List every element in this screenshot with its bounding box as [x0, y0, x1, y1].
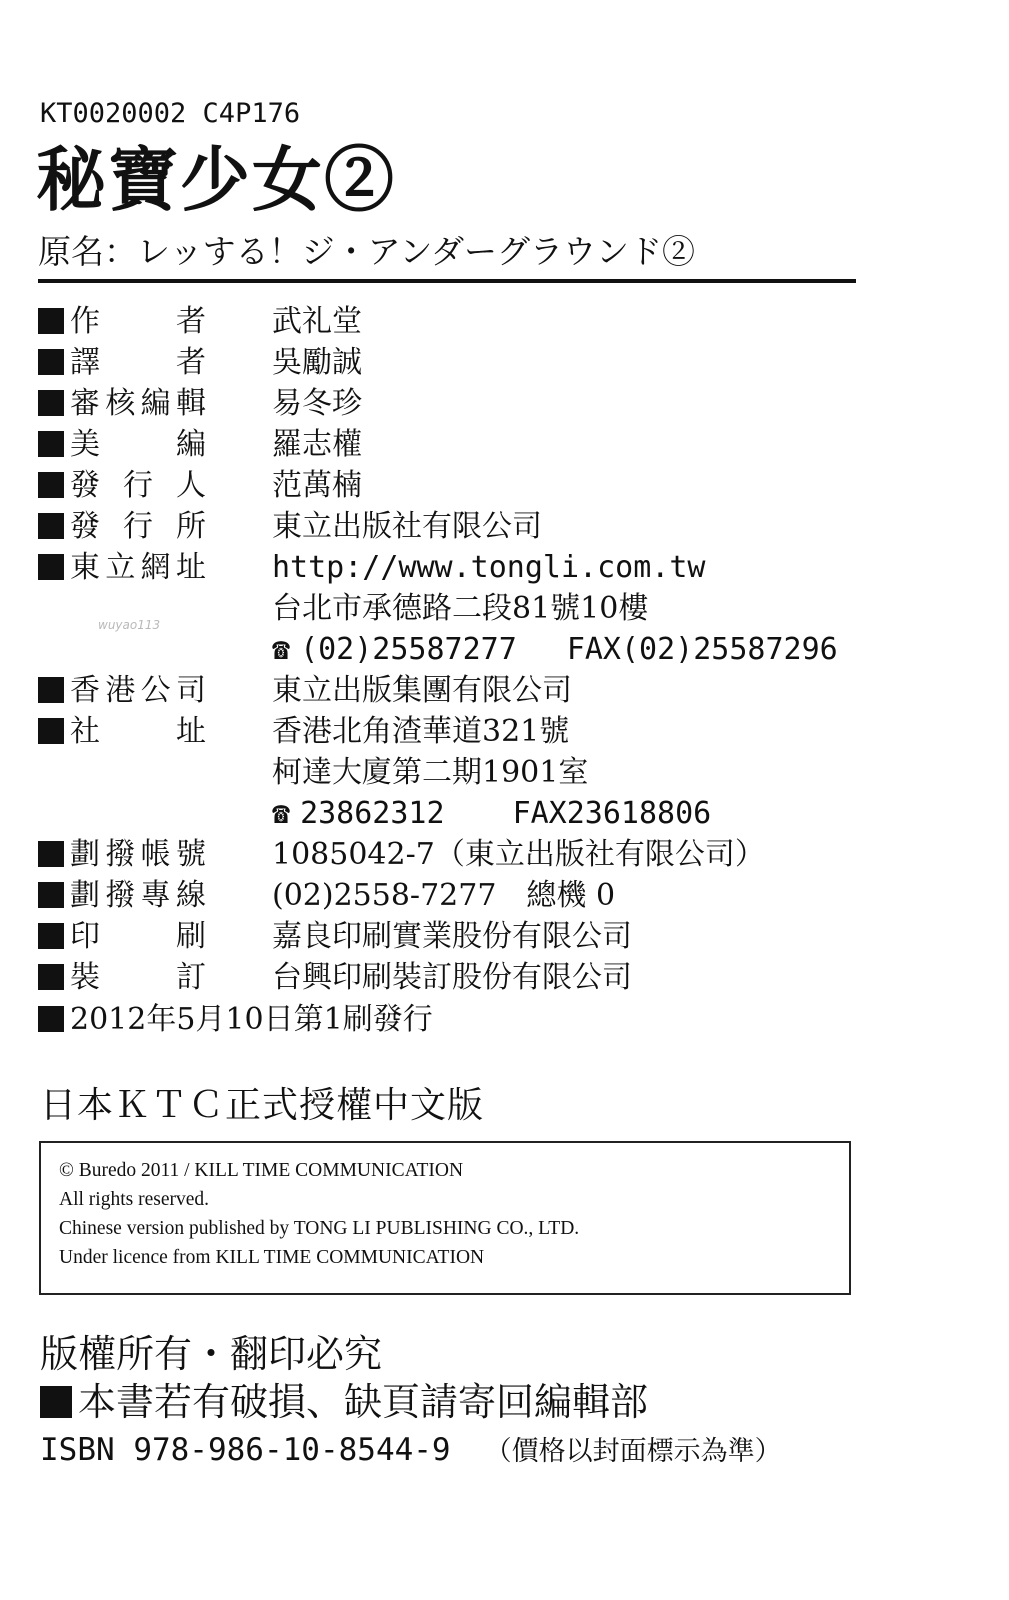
- credit-label: 美編: [70, 427, 206, 462]
- bullet-square-icon: [38, 431, 64, 457]
- original-title: 原名：レッする！ジ・アンダーグラウンド②: [38, 232, 696, 271]
- book-title: 秘寶少女②: [36, 138, 396, 221]
- title-rule: [38, 279, 856, 283]
- credit-label: 劃撥專線: [70, 878, 206, 913]
- copyright-line: Under licence from KILL TIME COMMUNICATION: [59, 1247, 485, 1268]
- bullet-square-icon: [40, 1386, 72, 1418]
- bullet-square-icon: [38, 882, 64, 908]
- credit-value: 易冬珍: [272, 386, 362, 421]
- credit-value: (02)2558-7277 總機 0: [272, 878, 616, 913]
- credit-label: 發行所: [70, 509, 206, 544]
- damage-notice: [40, 1378, 648, 1426]
- copyright-box: [39, 1141, 851, 1295]
- watermark: wuyao113: [98, 618, 161, 632]
- credit-value: 羅志權: [272, 427, 362, 462]
- credit-label: 發行人: [70, 468, 206, 503]
- rights-reserved: 版權所有・翻印必究: [40, 1332, 383, 1376]
- copyright-line: © Buredo 2011 / KILL TIME COMMUNICATION: [59, 1160, 464, 1181]
- credit-label: 香港公司: [70, 673, 206, 708]
- credit-value: 台興印刷裝訂股份有限公司: [272, 960, 632, 995]
- hk-phone: 23862312: [300, 796, 445, 831]
- credit-value: 嘉良印刷實業股份有限公司: [272, 919, 632, 954]
- bullet-square-icon: [38, 1006, 64, 1032]
- credit-label: 社址: [70, 714, 206, 749]
- credit-value: 吳勵誠: [272, 345, 362, 380]
- license-line: 日本ＫＴＣ正式授權中文版: [40, 1085, 485, 1126]
- credit-label: 譯者: [70, 345, 206, 380]
- phone-icon: ☎: [272, 796, 291, 831]
- bullet-square-icon: [38, 923, 64, 949]
- credit-value: 東立出版社有限公司: [272, 509, 542, 544]
- phone-icon: ☎: [272, 632, 291, 667]
- bullet-square-icon: [38, 513, 64, 539]
- credit-value: 東立出版集團有限公司: [272, 673, 572, 708]
- hk-address-line2: 柯達大廈第二期1901室: [272, 755, 589, 790]
- website-link[interactable]: http://www.tongli.com.tw: [272, 550, 706, 585]
- credit-label: 東立網址: [70, 550, 206, 585]
- credit-value: 1085042-7（東立出版社有限公司）: [272, 837, 765, 872]
- bullet-square-icon: [38, 841, 64, 867]
- bullet-square-icon: [38, 964, 64, 990]
- price-note: （價格以封面標示為準）: [484, 1436, 782, 1467]
- book-code: KT0020002 C4P176: [40, 98, 301, 129]
- hk-contact: [272, 794, 711, 834]
- credit-label: 作者: [70, 304, 206, 339]
- print-date: [38, 1000, 433, 1040]
- print-date-text: 2012年5月10日第1刷發行: [70, 1002, 433, 1037]
- copyright-line: Chinese version published by TONG LI PUBLISHING CO., LTD.: [59, 1218, 580, 1239]
- credit-value: 武礼堂: [272, 304, 362, 339]
- bullet-square-icon: [38, 472, 64, 498]
- bullet-square-icon: [38, 349, 64, 375]
- isbn: ISBN 978-986-10-8544-9: [40, 1432, 451, 1468]
- credit-label: 裝訂: [70, 960, 206, 995]
- bullet-square-icon: [38, 390, 64, 416]
- hk-fax: FAX23618806: [512, 796, 712, 831]
- credit-label: 劃撥帳號: [70, 837, 206, 872]
- taipei-address: 台北市承德路二段81號10樓: [272, 591, 649, 626]
- taipei-contact: [272, 630, 838, 670]
- bullet-square-icon: [38, 308, 64, 334]
- taipei-fax: FAX(02)25587296: [566, 632, 838, 667]
- credit-label: 印刷: [70, 919, 206, 954]
- isbn-line: [40, 1428, 782, 1474]
- bullet-square-icon: [38, 718, 64, 744]
- bullet-square-icon: [38, 677, 64, 703]
- damage-notice-text: 本書若有破損、缺頁請寄回編輯部: [78, 1380, 649, 1424]
- credit-value: 范萬楠: [272, 468, 362, 503]
- bullet-square-icon: [38, 554, 64, 580]
- taipei-phone: (02)25587277: [300, 632, 517, 667]
- copyright-line: All rights reserved.: [59, 1189, 210, 1210]
- credit-label: 審核編輯: [70, 386, 206, 421]
- credit-value: 香港北角渣華道321號: [272, 714, 570, 749]
